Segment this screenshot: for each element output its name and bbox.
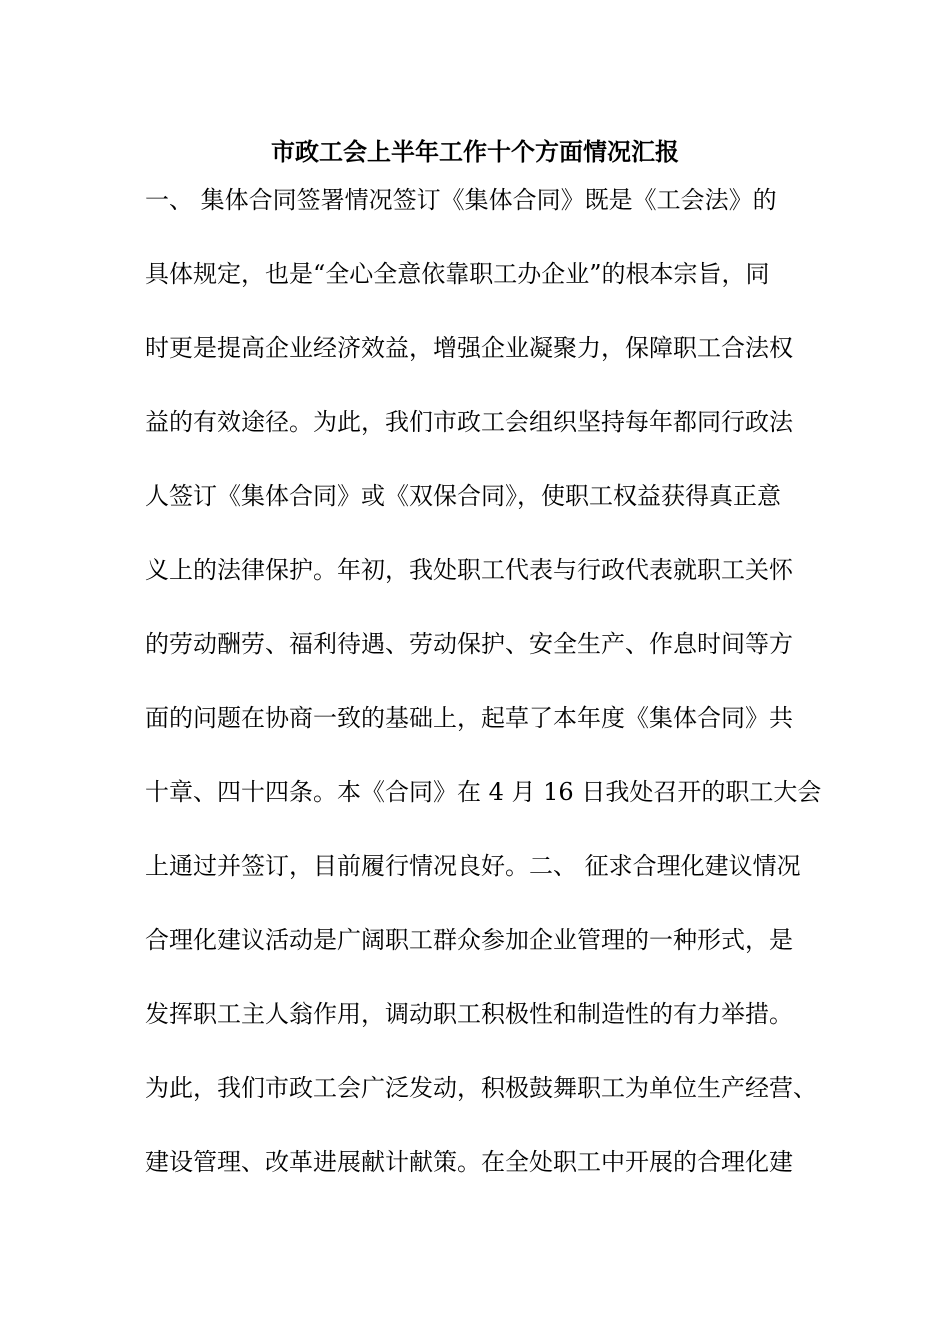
text-line: 人签订《集体合同》或《双保合同》，使职工权益获得真正意 [145, 482, 781, 510]
text-line: 上通过并签订，目前履行情况良好。二、 征求合理化建议情况 [145, 852, 801, 880]
text-line: 十章、四十四条。本《合同》在 4 月 16 日我处召开的职工大会 [145, 778, 822, 806]
body-text [145, 182, 845, 1218]
text-line: 建设管理、改革进展献计献策。在全处职工中开展的合理化建 [145, 1148, 793, 1176]
text-line: 合理化建议活动是广阔职工群众参加企业管理的一种形式，是 [145, 926, 793, 954]
text-line: 时更是提高企业经济效益，增强企业凝聚力，保障职工合法权 [145, 334, 793, 362]
text-line: 具体规定，也是“全心全意依靠职工办企业”的根本宗旨，同 [145, 260, 770, 288]
page-title: 市政工会上半年工作十个方面情况汇报 [271, 137, 679, 166]
text-line: 为此，我们市政工会广泛发动，积极鼓舞职工为单位生产经营、 [145, 1074, 817, 1102]
text-line: 一、 集体合同签署情况签订《集体合同》既是《工会法》的 [145, 186, 777, 214]
text-line: 的劳动酬劳、福利待遇、劳动保护、安全生产、作息时间等方 [145, 630, 793, 658]
text-line: 义上的法律保护。年初，我处职工代表与行政代表就职工关怀 [145, 556, 793, 584]
text-line: 面的问题在协商一致的基础上，起草了本年度《集体合同》共 [145, 704, 793, 732]
text-line: 益的有效途径。为此，我们市政工会组织坚持每年都同行政法 [145, 408, 793, 436]
text-line: 发挥职工主人翁作用，调动职工积极性和制造性的有力举措。 [145, 1000, 793, 1028]
